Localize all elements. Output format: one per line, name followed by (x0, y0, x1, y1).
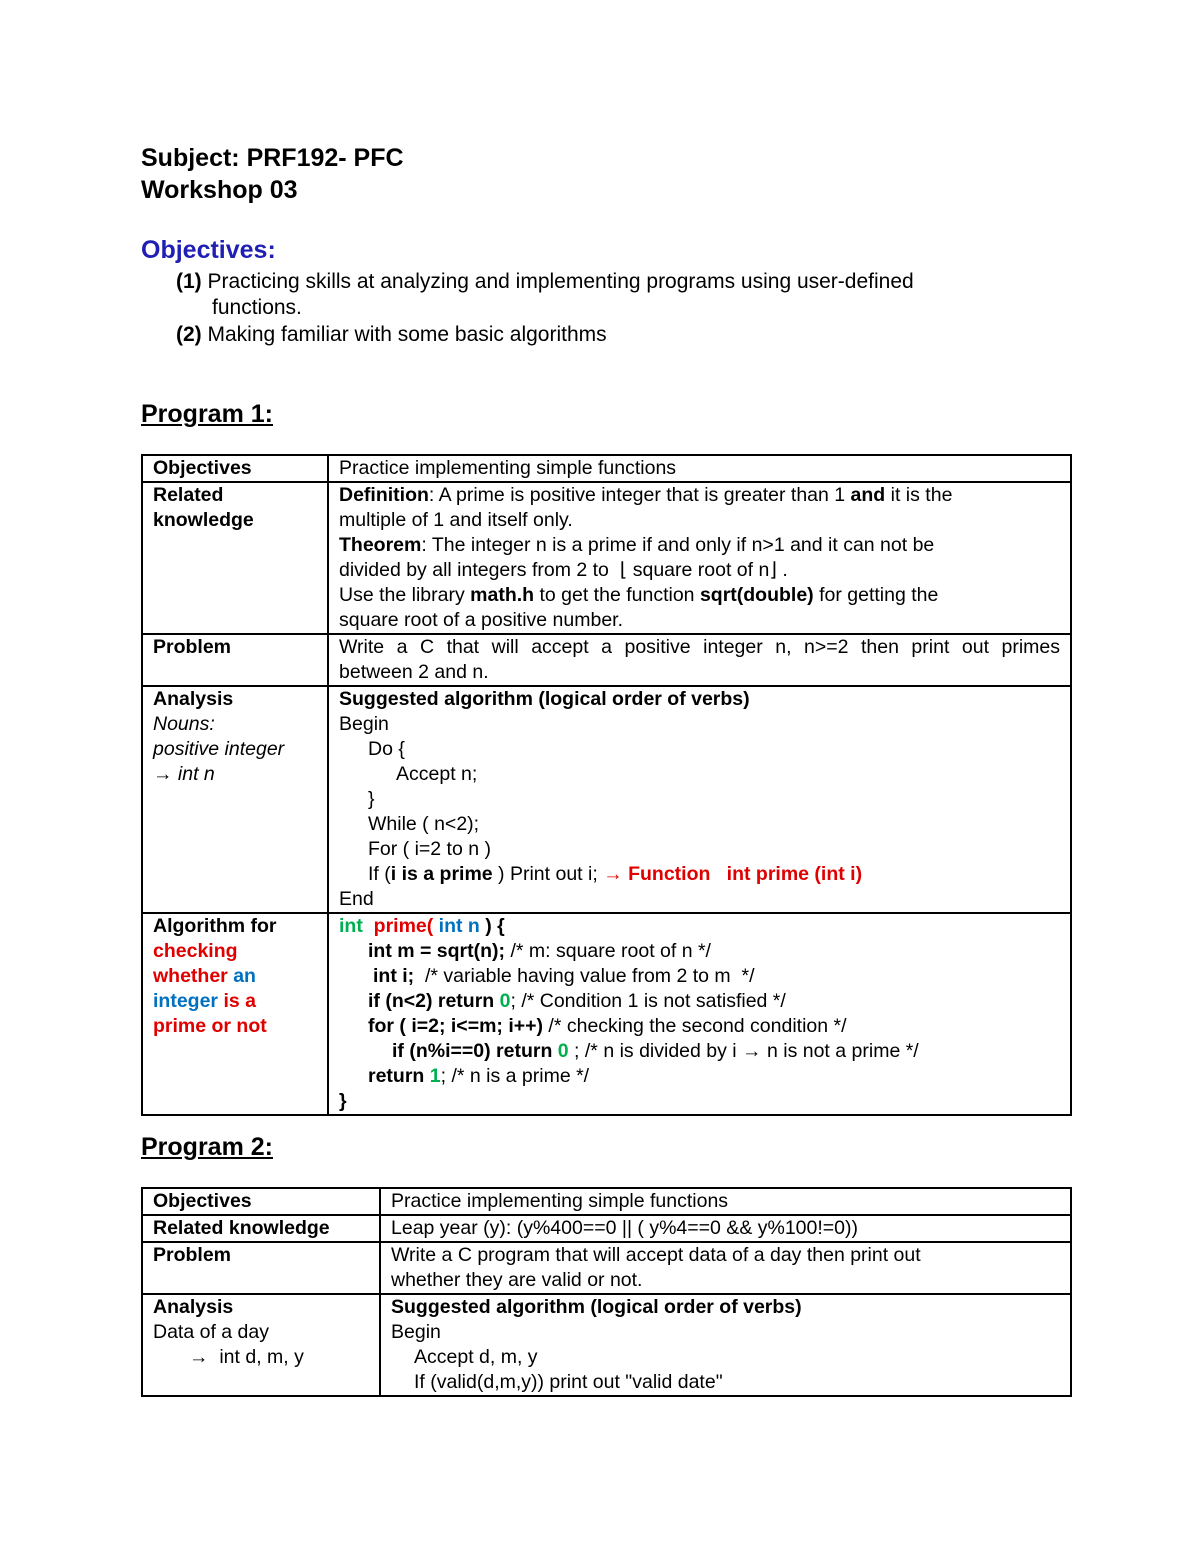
text-span: ; /* n is a prime */ (440, 1065, 590, 1087)
objective-text-2: Making familiar with some basic algorithms (201, 323, 607, 346)
row-value-code (328, 913, 1071, 1115)
library-line (339, 583, 1060, 608)
text-span: : The integer n is a prime if and only if n>1 and it can not be (421, 534, 935, 556)
algorithm-title: Suggested algorithm (logical order of verbs) (339, 688, 750, 710)
row-value-analysis (328, 686, 1071, 913)
objectives-heading: Objectives: (141, 236, 276, 264)
objective-item-1 (176, 269, 914, 295)
algorithm-line: Begin (391, 1321, 441, 1343)
text-span: is a (223, 990, 256, 1012)
row-label-problem: Problem (142, 1242, 380, 1294)
subject-heading: Subject: PRF192- PFC (141, 144, 404, 172)
row-label-related-knowledge: Related knowledge (142, 1215, 380, 1242)
label-line: Related (153, 484, 224, 506)
algorithm-line: While ( n<2); (368, 813, 480, 835)
algorithm-line: If (valid(d,m,y)) print out "valid date" (414, 1371, 723, 1393)
code-line (339, 964, 1060, 989)
bold-and: and (850, 484, 886, 506)
text-span: ) { (479, 915, 505, 937)
program-2-title: Program 2: (141, 1133, 273, 1161)
text-span: for ( i=2; i<=m; i++) (368, 1015, 544, 1037)
row-label-objectives: Objectives (142, 1188, 380, 1215)
definition-line-2: multiple of 1 and itself only. (339, 509, 573, 531)
table-row (142, 455, 1071, 482)
text-span: : A prime is positive integer that is greater than 1 (428, 484, 851, 506)
sqrt-function: sqrt(double) (699, 584, 814, 606)
objective-text-1: Practicing skills at analyzing and implementing programs using user-defined (201, 270, 914, 293)
math-h: math.h (470, 584, 535, 606)
objective-number-2: (2) (176, 323, 202, 346)
code-line (339, 914, 1060, 939)
algorithm-line: Begin (339, 713, 389, 735)
row-label-objectives: Objectives (142, 455, 328, 482)
definition-line (339, 483, 1060, 508)
algorithm-line: End (339, 888, 374, 910)
text-span: ; /* Condition 1 is not satisfied */ (510, 990, 786, 1012)
objective-item-1-continued: functions. (212, 296, 302, 319)
text-span: if (n%i==0) return (392, 1040, 558, 1062)
text-span: it is the (885, 484, 953, 506)
table-row (142, 1294, 1071, 1396)
text-span: integer (153, 990, 224, 1012)
theorem-line (339, 533, 1060, 558)
problem-line-1: Write a C program that will accept data of a day then print out (391, 1244, 921, 1266)
text-span: 0 (499, 990, 511, 1012)
program-2-table (141, 1187, 1072, 1397)
algorithm-line: Do { (368, 738, 405, 760)
analysis-noun-item: Data of a day (153, 1321, 269, 1343)
row-value-related-knowledge (328, 482, 1071, 634)
row-value-related-knowledge: Leap year (y): (y%400==0 || ( y%4==0 && y%100!=0)) (380, 1215, 1071, 1242)
code-line (339, 939, 1060, 964)
text-span: prime( (362, 915, 434, 937)
program-1-table (141, 454, 1072, 1116)
algorithm-title: Suggested algorithm (logical order of verbs) (391, 1296, 802, 1318)
analysis-nouns: Nouns: (153, 713, 215, 735)
text-span: int (339, 915, 363, 937)
text-span: if (n<2) return (368, 990, 500, 1012)
row-value-problem (328, 634, 1071, 686)
label-line: prime or not (153, 1015, 267, 1037)
text-span: to get the function (534, 584, 700, 606)
code-line (339, 989, 1060, 1014)
label-line (153, 964, 317, 989)
algorithm-line: Accept d, m, y (414, 1346, 538, 1368)
text-span: return (368, 1065, 430, 1087)
text-span: int n (433, 915, 480, 937)
table-row (142, 634, 1071, 686)
text-span: /* m: square root of n */ (505, 940, 711, 962)
analysis-label: Analysis (153, 688, 234, 710)
table-row (142, 913, 1071, 1115)
analysis-noun-item: positive integer (153, 738, 285, 760)
table-row (142, 686, 1071, 913)
algorithm-line: For ( i=2 to n ) (368, 838, 491, 860)
label-line: Algorithm for (153, 915, 277, 937)
text-span: ) Print out i; (492, 863, 604, 885)
row-value-analysis (380, 1294, 1071, 1396)
text-span: 0 (557, 1040, 569, 1062)
row-label-algorithm-check (142, 913, 328, 1115)
workshop-heading: Workshop 03 (141, 176, 298, 204)
row-label-problem: Problem (142, 634, 328, 686)
problem-line-1: Write a C that will accept a positive integer n, n>=2 then print out primes (339, 636, 1060, 658)
analysis-noun-type: → int d, m, y (189, 1346, 304, 1368)
text-span: /* checking the second condition */ (543, 1015, 847, 1037)
definition-label: Definition (339, 484, 429, 506)
code-line (339, 1064, 1060, 1089)
row-value-problem (380, 1242, 1071, 1294)
code-line (339, 1014, 1060, 1039)
analysis-noun-type: → int n (153, 763, 215, 785)
analysis-label: Analysis (153, 1296, 234, 1318)
text-span: 1 (429, 1065, 441, 1087)
theorem-line-2: divided by all integers from 2 to ⌊ square root of n⌋ . (339, 559, 788, 581)
text-span: int m = sqrt(n); (368, 940, 506, 962)
text-span: whether (153, 965, 234, 987)
function-hint: → Function int prime (int i) (603, 863, 863, 885)
label-line: checking (153, 940, 238, 962)
text-span: for getting the (813, 584, 939, 606)
algorithm-line: Accept n; (396, 763, 478, 785)
row-value-objectives: Practice implementing simple functions (380, 1188, 1071, 1215)
table-row (142, 482, 1071, 634)
text-span: int i; (373, 965, 415, 987)
label-line (153, 989, 317, 1014)
objective-item-2 (176, 322, 607, 348)
program-1-title: Program 1: (141, 400, 273, 428)
text-span: ; /* n is divided by i → n is not a prime */ (568, 1040, 919, 1062)
code-line (339, 1039, 1060, 1064)
text-span: If ( (368, 863, 391, 885)
row-value-objectives: Practice implementing simple functions (328, 455, 1071, 482)
algorithm-line (339, 862, 1060, 887)
library-line-2: square root of a positive number. (339, 609, 623, 631)
row-label-related-knowledge (142, 482, 328, 634)
theorem-label: Theorem (339, 534, 422, 556)
table-row (142, 1188, 1071, 1215)
text-span: /* variable having value from 2 to m */ (414, 965, 755, 987)
row-label-analysis (142, 686, 328, 913)
text-span: an (233, 965, 256, 987)
row-label-analysis (142, 1294, 380, 1396)
problem-line-2: between 2 and n. (339, 661, 489, 683)
text-span: Use the library (339, 584, 471, 606)
text-span: i is a prime (390, 863, 493, 885)
label-line: knowledge (153, 509, 254, 531)
algorithm-line: } (368, 788, 375, 810)
code-line: } (339, 1090, 347, 1112)
problem-line-2: whether they are valid or not. (391, 1269, 643, 1291)
objective-number-1: (1) (176, 270, 202, 293)
table-row (142, 1242, 1071, 1294)
table-row (142, 1215, 1071, 1242)
